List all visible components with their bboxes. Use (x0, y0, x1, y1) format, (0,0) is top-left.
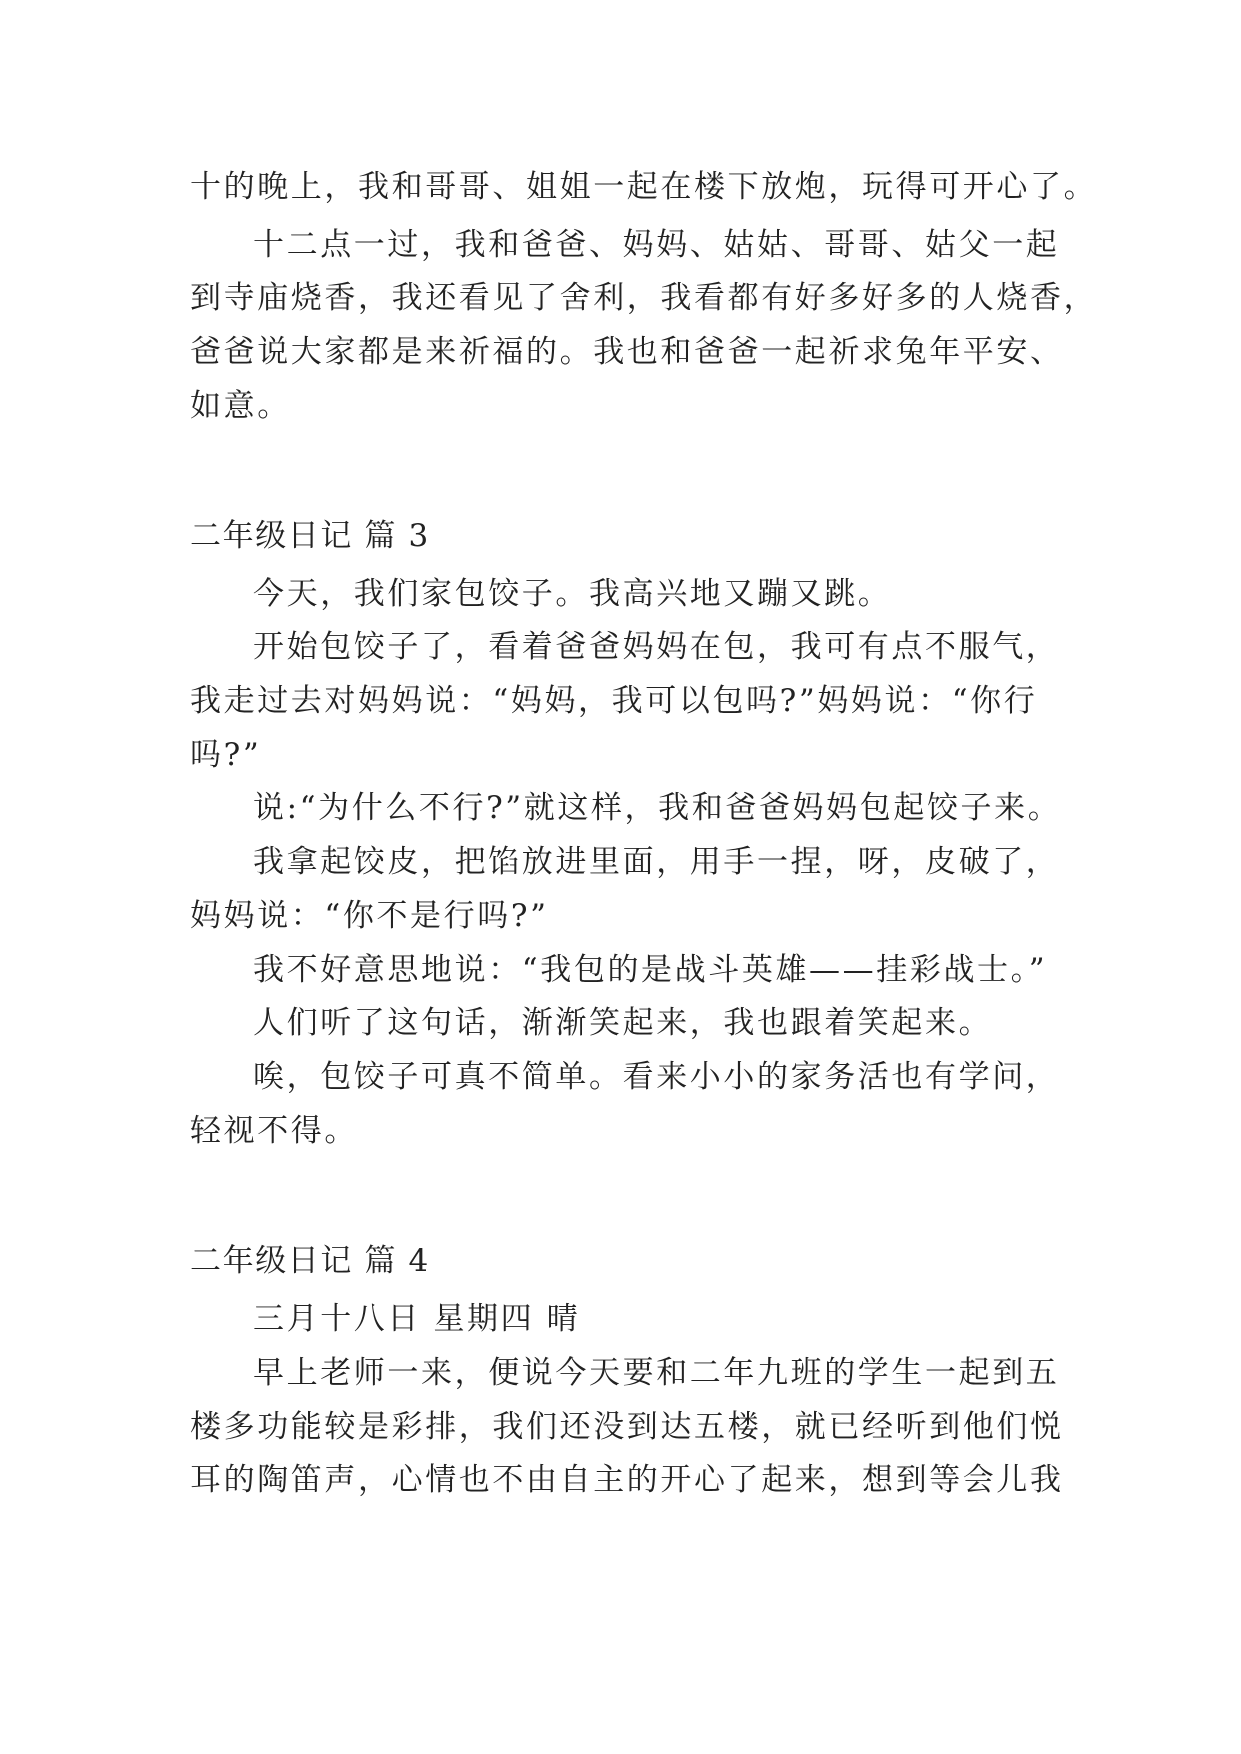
text-line: 十的晚上，我和哥哥、姐姐一起在楼下放炮，玩得可开心了。 (190, 169, 1098, 205)
text-line: 说:“为什么不行?”就这样，我和爸爸妈妈包起饺子来。 (253, 790, 1062, 826)
text-line: 唉，包饺子可真不简单。看来小小的家务活也有学问， (253, 1059, 1060, 1095)
text-line: 早上老师一来，便说今天要和二年九班的学生一起到五 (253, 1355, 1060, 1391)
text-line: 吗?” (190, 737, 262, 773)
text-line: 人们听了这句话，渐渐笑起来，我也跟着笑起来。 (253, 1005, 993, 1041)
text-line: 开始包饺子了，看着爸爸妈妈在包，我可有点不服气， (253, 629, 1060, 665)
text-line: 如意。 (190, 388, 291, 424)
text-line: 爸爸说大家都是来祈福的。我也和爸爸一起祈求兔年平安、 (190, 334, 1064, 370)
text-line: 楼多功能较是彩排，我们还没到达五楼，就已经听到他们悦 (190, 1409, 1064, 1445)
text-line: 到寺庙烧香，我还看见了舍利，我看都有好多好多的人烧香， (190, 280, 1098, 316)
section-heading: 二年级日记 篇 4 (190, 1243, 430, 1279)
text-line: 轻视不得。 (190, 1113, 358, 1149)
text-line: 妈妈说：“你不是行吗?” (190, 898, 549, 934)
text-line: 耳的陶笛声，心情也不由自主的开心了起来，想到等会儿我 (190, 1462, 1064, 1498)
text-line: 我不好意思地说：“我包的是战斗英雄——挂彩战士。” (253, 952, 1048, 988)
text-line: 今天，我们家包饺子。我高兴地又蹦又跳。 (253, 576, 892, 612)
text-line: 十二点一过，我和爸爸、妈妈、姑姑、哥哥、姑父一起 (253, 227, 1060, 263)
text-line: 我走过去对妈妈说：“妈妈，我可以包吗?”妈妈说：“你行 (190, 683, 1038, 719)
text-line: 我拿起饺皮，把馅放进里面，用手一捏，呀，皮破了， (253, 844, 1060, 880)
text-line: 三月十八日 星期四 晴 (253, 1301, 581, 1337)
section-heading: 二年级日记 篇 3 (190, 518, 430, 554)
